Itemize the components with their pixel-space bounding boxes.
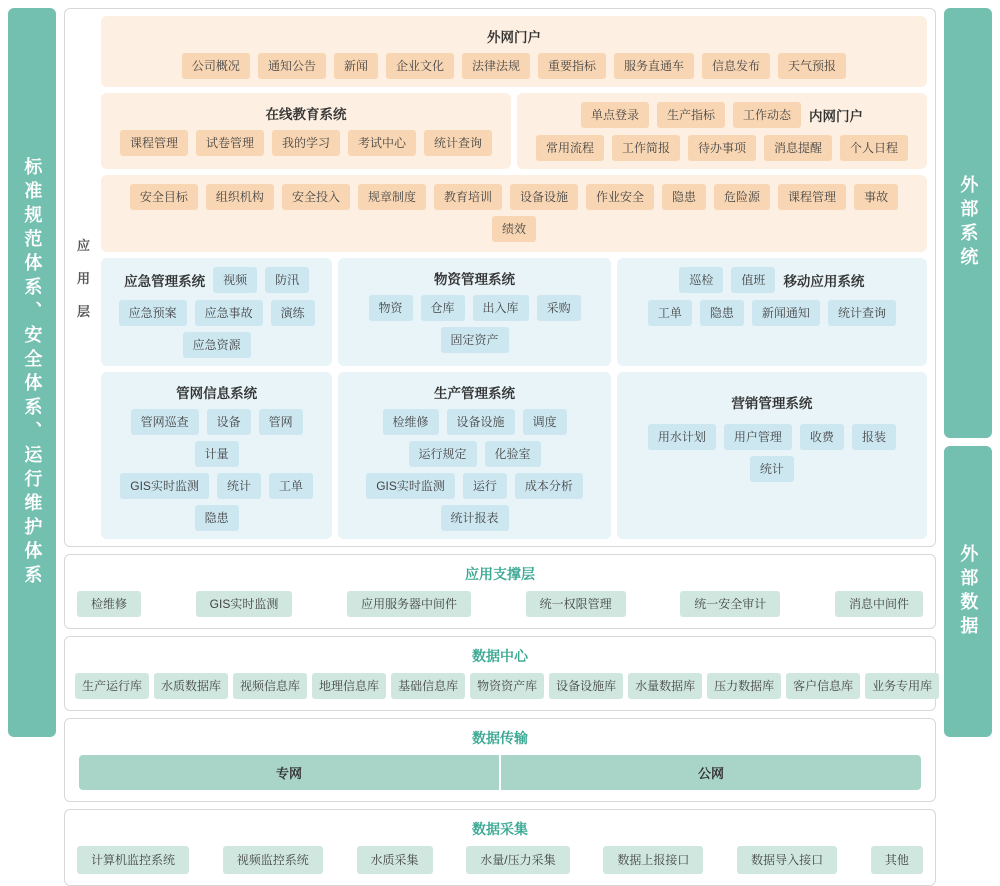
chip-production-5[interactable]: GIS实时监测 — [366, 473, 455, 499]
chip-collection-6[interactable]: 其他 — [871, 846, 923, 874]
chip-pipe-2[interactable]: 管网 — [259, 409, 303, 435]
chip-production-7[interactable]: 成本分析 — [515, 473, 583, 499]
mobile-panel — [617, 258, 927, 366]
intranet-portal-items — [525, 135, 919, 161]
chip-intranet-4[interactable]: 个人日程 — [840, 135, 908, 161]
chip-safety-10[interactable]: 事故 — [854, 184, 898, 210]
external-portal-panel — [101, 16, 927, 87]
data-collection-layer — [64, 809, 936, 886]
chip-pipe-3[interactable]: 计量 — [195, 441, 239, 467]
safety-items — [109, 181, 919, 244]
emergency-title: 应急管理系统 — [124, 274, 206, 289]
application-layer-label — [73, 16, 95, 539]
left-vertical-band-label: 标准规范体系、安全体系、运行维护体系 — [22, 156, 43, 589]
chip-mobile-2[interactable]: 新闻通知 — [752, 300, 820, 326]
external-data-band — [944, 446, 992, 737]
chip-marketing-0[interactable]: 用水计划 — [648, 424, 716, 450]
chip-safety-3[interactable]: 规章制度 — [358, 184, 426, 210]
chip-collection-3[interactable]: 水量/压力采集 — [466, 846, 569, 874]
chip-safety-11[interactable]: 绩效 — [492, 216, 536, 242]
chip-intranet-top-1[interactable]: 生产指标 — [657, 102, 725, 128]
chip-mobile-head-0[interactable]: 巡检 — [679, 267, 723, 293]
chip-portal-4[interactable]: 法律法规 — [462, 53, 530, 79]
chip-production-2[interactable]: 调度 — [523, 409, 567, 435]
chip-portal-8[interactable]: 天气预报 — [778, 53, 846, 79]
chip-datacenter-9[interactable]: 客户信息库 — [786, 673, 860, 699]
chip-datacenter-6[interactable]: 设备设施库 — [549, 673, 623, 699]
application-support-layer — [64, 554, 936, 629]
application-support-layer-items — [73, 591, 927, 621]
external-systems-band — [944, 8, 992, 438]
production-title: 生产管理系统 — [434, 386, 516, 401]
pipe-network-items-row1 — [109, 409, 324, 467]
data-center-items — [73, 673, 933, 703]
chip-emergency-head-1[interactable]: 防汛 — [265, 267, 309, 293]
chip-support-0[interactable]: 检维修 — [77, 591, 141, 617]
chip-marketing-2[interactable]: 收费 — [800, 424, 844, 450]
application-layer-label-char-2: 用 — [76, 271, 91, 286]
chip-pipe-1[interactable]: 设备 — [207, 409, 251, 435]
chip-datacenter-1[interactable]: 水质数据库 — [154, 673, 228, 699]
application-layer-label-char-3: 层 — [76, 304, 91, 319]
pipe-network-title: 管网信息系统 — [176, 386, 258, 401]
chip-material-0[interactable]: 物资 — [369, 295, 413, 321]
external-data-band-label: 外部数据 — [958, 543, 979, 640]
chip-support-1[interactable]: GIS实时监测 — [196, 591, 293, 617]
chip-production-1[interactable]: 设备设施 — [447, 409, 515, 435]
chip-intranet-3[interactable]: 消息提醒 — [764, 135, 832, 161]
chip-safety-9[interactable]: 课程管理 — [778, 184, 846, 210]
chip-collection-5[interactable]: 数据导入接口 — [737, 846, 837, 874]
chip-pipe-7[interactable]: 隐患 — [195, 505, 239, 531]
chip-safety-6[interactable]: 作业安全 — [586, 184, 654, 210]
intranet-portal-header — [525, 102, 919, 128]
material-title: 物资管理系统 — [434, 272, 516, 287]
mobile-items — [625, 300, 919, 326]
education-intranet-row — [101, 93, 927, 169]
intranet-portal-title: 内网门户 — [809, 109, 864, 124]
data-transfer-items — [79, 755, 921, 790]
emergency-panel — [101, 258, 332, 366]
chip-marketing-3[interactable]: 报装 — [852, 424, 896, 450]
application-layer — [64, 8, 936, 547]
marketing-items — [625, 424, 919, 482]
chip-datacenter-5[interactable]: 物资资产库 — [470, 673, 544, 699]
chip-collection-0[interactable]: 计算机监控系统 — [77, 846, 189, 874]
chip-support-5[interactable]: 消息中间件 — [835, 591, 923, 617]
chip-pipe-0[interactable]: 管网巡查 — [131, 409, 199, 435]
chip-safety-2[interactable]: 安全投入 — [282, 184, 350, 210]
chip-datacenter-0[interactable]: 生产运行库 — [75, 673, 149, 699]
external-portal-items — [109, 53, 919, 79]
chip-material-4[interactable]: 固定资产 — [441, 327, 509, 353]
chip-production-6[interactable]: 运行 — [463, 473, 507, 499]
chip-portal-5[interactable]: 重要指标 — [538, 53, 606, 79]
data-transfer-title: 数据传输 — [472, 730, 528, 746]
chip-production-8[interactable]: 统计报表 — [441, 505, 509, 531]
chip-education-3[interactable]: 考试中心 — [348, 130, 416, 156]
emergency-header — [109, 267, 324, 293]
data-transfer-layer — [64, 718, 936, 802]
chip-collection-2[interactable]: 水质采集 — [357, 846, 433, 874]
chip-mobile-3[interactable]: 统计查询 — [828, 300, 896, 326]
chip-datacenter-4[interactable]: 基础信息库 — [391, 673, 465, 699]
material-items — [346, 295, 603, 353]
chip-pipe-6[interactable]: 工单 — [269, 473, 313, 499]
material-panel — [338, 258, 611, 366]
production-panel — [338, 372, 611, 539]
chip-support-3[interactable]: 统一权限管理 — [526, 591, 626, 617]
transfer-private-network[interactable]: 专网 — [79, 755, 499, 790]
chip-pipe-5[interactable]: 统计 — [217, 473, 261, 499]
chip-safety-7[interactable]: 隐患 — [662, 184, 706, 210]
chip-mobile-1[interactable]: 隐患 — [700, 300, 744, 326]
chip-intranet-top-2[interactable]: 工作动态 — [733, 102, 801, 128]
chip-datacenter-2[interactable]: 视频信息库 — [233, 673, 307, 699]
chip-mobile-head-1[interactable]: 值班 — [731, 267, 775, 293]
emergency-material-mobile-row — [101, 258, 927, 366]
data-center-layer — [64, 636, 936, 711]
chip-collection-4[interactable]: 数据上报接口 — [603, 846, 703, 874]
layers-column — [64, 8, 936, 867]
pipe-production-marketing-row — [101, 372, 927, 539]
chip-intranet-0[interactable]: 常用流程 — [536, 135, 604, 161]
chip-education-1[interactable]: 试卷管理 — [196, 130, 264, 156]
chip-safety-1[interactable]: 组织机构 — [206, 184, 274, 210]
mobile-title: 移动应用系统 — [783, 274, 865, 289]
chip-intranet-top-0[interactable]: 单点登录 — [581, 102, 649, 128]
mobile-header — [625, 267, 919, 293]
pipe-network-panel — [101, 372, 332, 539]
chip-marketing-4[interactable]: 统计 — [750, 456, 794, 482]
chip-portal-6[interactable]: 服务直通车 — [614, 53, 694, 79]
production-items-row1 — [346, 409, 603, 467]
marketing-title: 营销管理系统 — [731, 396, 813, 411]
right-bands-column — [944, 8, 992, 737]
external-systems-band-label: 外部系统 — [958, 175, 979, 271]
online-education-items — [109, 130, 503, 156]
chip-support-4[interactable]: 统一安全审计 — [680, 591, 780, 617]
chip-emergency-2[interactable]: 演练 — [271, 300, 315, 326]
chip-emergency-1[interactable]: 应急事故 — [195, 300, 263, 326]
chip-production-3[interactable]: 运行规定 — [409, 441, 477, 467]
chip-emergency-head-0[interactable]: 视频 — [213, 267, 257, 293]
pipe-network-items-row2 — [109, 473, 324, 531]
chip-education-0[interactable]: 课程管理 — [120, 130, 188, 156]
application-layer-label-char-1: 应 — [76, 238, 91, 253]
chip-intranet-2[interactable]: 待办事项 — [688, 135, 756, 161]
chip-emergency-0[interactable]: 应急预案 — [119, 300, 187, 326]
chip-safety-8[interactable]: 危险源 — [714, 184, 770, 210]
chip-education-2[interactable]: 我的学习 — [272, 130, 340, 156]
chip-material-3[interactable]: 采购 — [537, 295, 581, 321]
chip-education-4[interactable]: 统计查询 — [424, 130, 492, 156]
safety-panel — [101, 175, 927, 252]
chip-production-0[interactable]: 检维修 — [383, 409, 439, 435]
chip-pipe-4[interactable]: GIS实时监测 — [120, 473, 209, 499]
chip-datacenter-8[interactable]: 压力数据库 — [707, 673, 781, 699]
chip-portal-0[interactable]: 公司概况 — [182, 53, 250, 79]
emergency-items — [109, 300, 324, 358]
production-items-row2 — [346, 473, 603, 531]
chip-safety-0[interactable]: 安全目标 — [130, 184, 198, 210]
data-collection-title: 数据采集 — [472, 821, 528, 837]
data-collection-items — [73, 846, 927, 878]
chip-collection-1[interactable]: 视频监控系统 — [223, 846, 323, 874]
data-center-title: 数据中心 — [472, 648, 528, 664]
left-vertical-band — [8, 8, 56, 737]
chip-datacenter-3[interactable]: 地理信息库 — [312, 673, 386, 699]
chip-safety-5[interactable]: 设备设施 — [510, 184, 578, 210]
marketing-panel — [617, 372, 927, 539]
intranet-portal-panel — [517, 93, 927, 169]
chip-production-4[interactable]: 化验室 — [485, 441, 541, 467]
chip-material-2[interactable]: 出入库 — [473, 295, 529, 321]
chip-intranet-1[interactable]: 工作简报 — [612, 135, 680, 161]
chip-datacenter-7[interactable]: 水量数据库 — [628, 673, 702, 699]
chip-portal-1[interactable]: 通知公告 — [258, 53, 326, 79]
chip-safety-4[interactable]: 教育培训 — [434, 184, 502, 210]
transfer-public-network[interactable]: 公网 — [499, 755, 921, 790]
external-portal-title: 外网门户 — [487, 30, 541, 45]
chip-support-2[interactable]: 应用服务器中间件 — [347, 591, 471, 617]
chip-portal-3[interactable]: 企业文化 — [386, 53, 454, 79]
chip-marketing-1[interactable]: 用户管理 — [724, 424, 792, 450]
online-education-panel — [101, 93, 511, 169]
application-support-layer-title: 应用支撑层 — [465, 566, 535, 582]
chip-datacenter-10[interactable]: 业务专用库 — [865, 673, 939, 699]
chip-portal-2[interactable]: 新闻 — [334, 53, 378, 79]
online-education-title: 在线教育系统 — [265, 107, 347, 122]
chip-emergency-3[interactable]: 应急资源 — [183, 332, 251, 358]
chip-material-1[interactable]: 仓库 — [421, 295, 465, 321]
chip-mobile-0[interactable]: 工单 — [648, 300, 692, 326]
chip-portal-7[interactable]: 信息发布 — [702, 53, 770, 79]
application-layer-body — [101, 16, 927, 539]
